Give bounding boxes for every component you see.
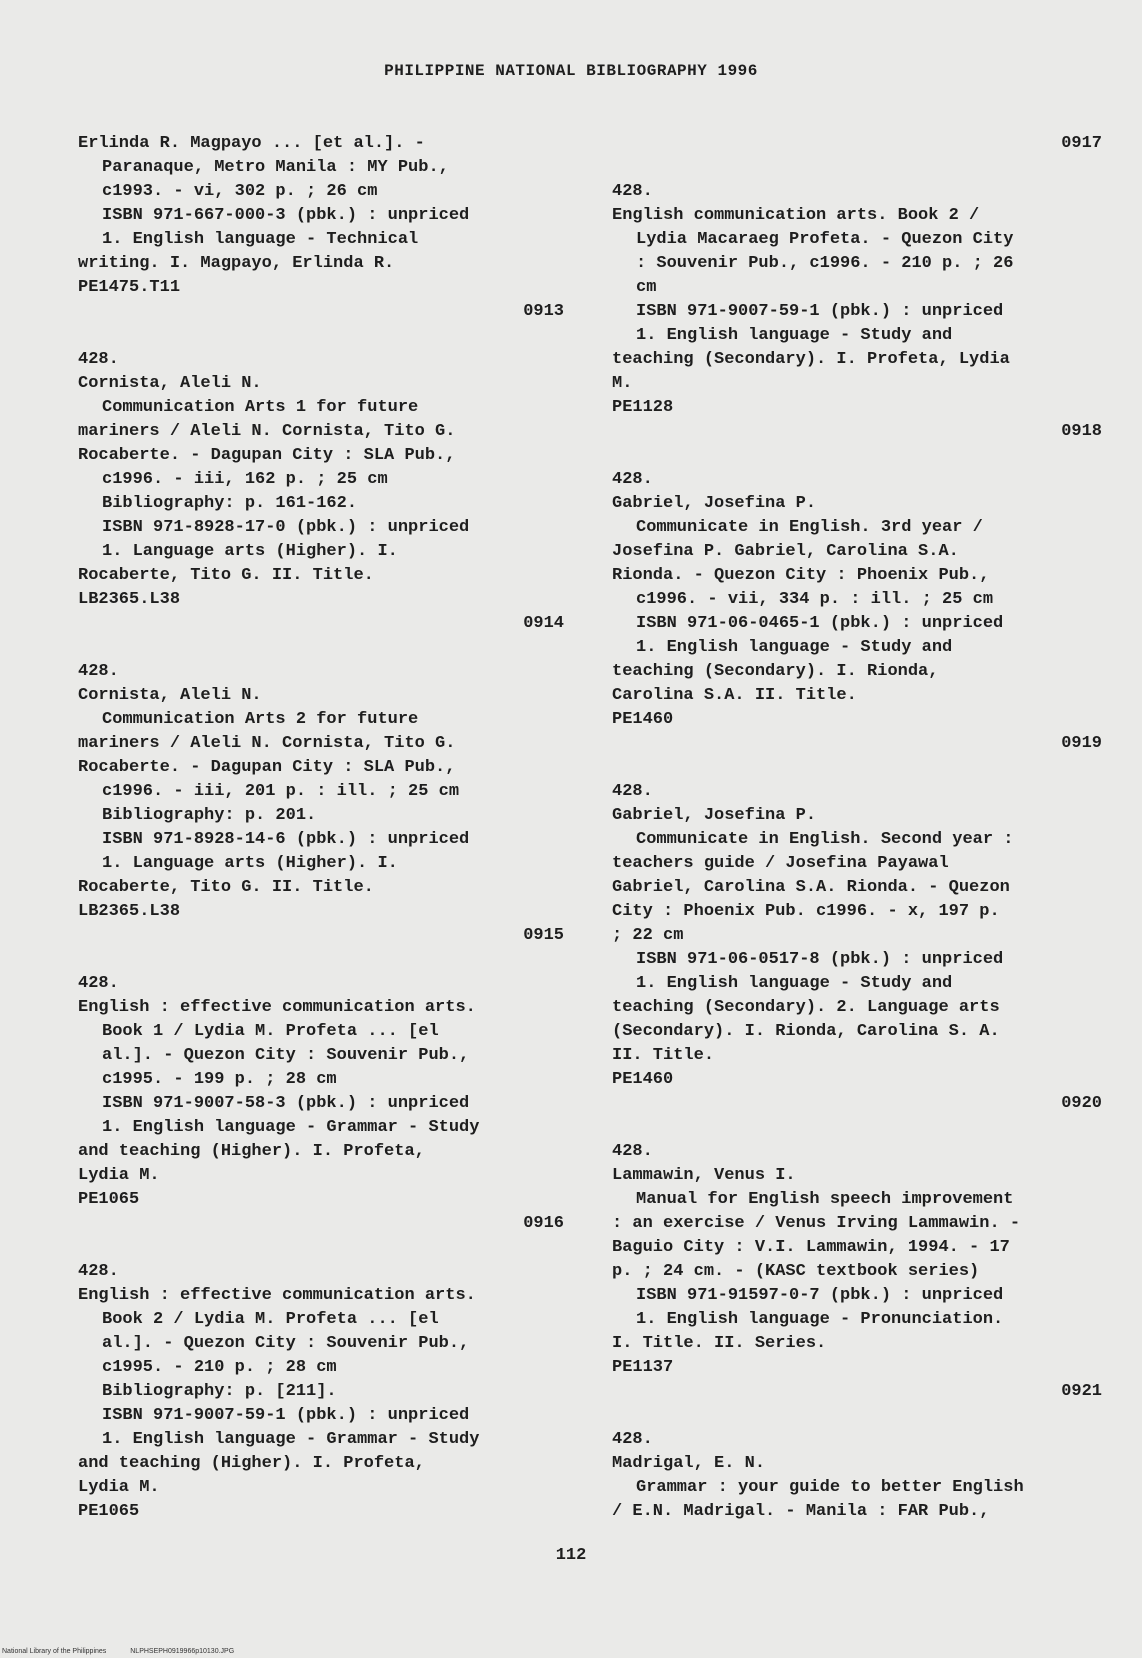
entry-line: Communication Arts 2 for future [102,710,419,729]
entry-line: Carolina S.A. II. Title. [612,686,857,705]
bibliography-entry [612,1380,1102,1524]
entry-line: ISBN 971-9007-58-3 (pbk.) : unpriced [102,1094,470,1113]
entry-line: (Secondary). I. Rionda, Carolina S. A. [612,1022,1000,1041]
entry-line: PE1065 [78,1502,140,1521]
entry-line: and teaching (Higher). I. Profeta, [78,1454,425,1473]
entry-line: 1. English language - Technical [102,230,419,249]
entry-line: teaching (Secondary). I. Rionda, [612,662,939,681]
entry-line: Gabriel, Josefina P. [612,494,817,513]
entry-line: Josefina P. Gabriel, Carolina S.A. [612,542,959,561]
entry-classification: 428. [78,1262,119,1281]
entry-line: c1995. - 210 p. ; 28 cm [102,1358,337,1377]
entry-classification: 428. [612,470,653,489]
entry-line: al.]. - Quezon City : Souvenir Pub., [102,1334,470,1353]
entry-classification: 428. [612,1142,653,1161]
bibliography-entry [78,300,564,612]
entry-line: ; 22 cm [612,926,684,945]
entry-line: PE1128 [612,398,674,417]
entry-line: 1. English language - Pronunciation. [636,1310,1004,1329]
entry-line: ISBN 971-06-0465-1 (pbk.) : unpriced [636,614,1004,633]
entry-line: ISBN 971-91597-0-7 (pbk.) : unpriced [636,1286,1004,1305]
entry-line: al.]. - Quezon City : Souvenir Pub., [102,1046,470,1065]
entry-line: City : Phoenix Pub. c1996. - x, 197 p. [612,902,1000,921]
entry-classification: 428. [612,1430,653,1449]
entry-line: Book 1 / Lydia M. Profeta ... [el [102,1022,439,1041]
entry-line: mariners / Aleli N. Cornista, Tito G. [78,734,456,753]
entry-line: Manual for English speech improvement [636,1190,1014,1209]
entry-line: 1. English language - Study and [636,326,953,345]
entry-line: LB2365.L38 [78,590,181,609]
entry-line: and teaching (Higher). I. Profeta, [78,1142,425,1161]
entry-line: II. Title. [612,1046,715,1065]
entry-line: Baguio City : V.I. Lammawin, 1994. - 17 [612,1238,1010,1257]
entry-line: Cornista, Aleli N. [78,374,262,393]
entry-line: ISBN 971-8928-14-6 (pbk.) : unpriced [102,830,470,849]
entry-line: 1. Language arts (Higher). I. [102,542,398,561]
entry-line: Bibliography: p. 161-162. [102,494,358,513]
entry-classification: 428. [612,782,653,801]
entry-line: teaching (Secondary). 2. Language arts [612,998,1000,1017]
entry-line: Rocaberte. - Dagupan City : SLA Pub., [78,446,456,465]
entry-number: 0913 [523,302,564,321]
entry-line: c1995. - 199 p. ; 28 cm [102,1070,337,1089]
entry-line: 1. English language - Grammar - Study [102,1430,480,1449]
entry-line: writing. I. Magpayo, Erlinda R. [78,254,395,273]
entry-line: c1996. - vii, 334 p. : ill. ; 25 cm [636,590,994,609]
entry-line: c1993. - vi, 302 p. ; 26 cm [102,182,378,201]
entry-line: 1. English language - Study and [636,638,953,657]
entry-line: Lydia M. [78,1478,160,1497]
entry-number: 0916 [523,1214,564,1233]
entry-line: / E.N. Madrigal. - Manila : FAR Pub., [612,1502,990,1521]
entry-line: Book 2 / Lydia M. Profeta ... [el [102,1310,439,1329]
entry-line: teachers guide / Josefina Payawal [612,854,949,873]
entry-line: Rocaberte, Tito G. II. Title. [78,878,374,897]
bibliography-entry [612,1092,1102,1380]
scan-credit [2,1648,256,1655]
bibliography-entry [78,612,564,924]
credit-filename: NLPHSEPH0919966p10130.JPG [130,1648,235,1655]
entry-line: LB2365.L38 [78,902,181,921]
entry-line: Erlinda R. Magpayo ... [et al.]. - [78,134,425,153]
entry-line: Communicate in English. Second year : [636,830,1014,849]
bibliography-entry [612,132,1102,420]
bibliography-entry [612,732,1102,1092]
credit-library: National Library of the Philippines [2,1648,107,1655]
entry-classification: 428. [78,974,119,993]
entry-line: English : effective communication arts. [78,1286,476,1305]
entry-line: ISBN 971-9007-59-1 (pbk.) : unpriced [102,1406,470,1425]
entry-classification: 428. [612,182,653,201]
entry-line: PE1460 [612,710,674,729]
page-title: PHILIPPINE NATIONAL BIBLIOGRAPHY 1996 [384,62,758,80]
entry-number: 0921 [1061,1382,1102,1401]
entry-line: PE1460 [612,1070,674,1089]
entry-line: Rocaberte, Tito G. II. Title. [78,566,374,585]
entry-line: English : effective communication arts. [78,998,476,1017]
entry-number: 0919 [1061,734,1102,753]
entry-line: teaching (Secondary). I. Profeta, Lydia [612,350,1010,369]
entry-line: p. ; 24 cm. - (KASC textbook series) [612,1262,980,1281]
entry-line: Lydia M. [78,1166,160,1185]
entry-line: c1996. - iii, 162 p. ; 25 cm [102,470,388,489]
entry-number: 0918 [1061,422,1102,441]
page-number: 112 [555,1546,587,1565]
left-column [78,132,564,1524]
entry-line: ISBN 971-9007-59-1 (pbk.) : unpriced [636,302,1004,321]
entry-line: : Souvenir Pub., c1996. - 210 p. ; 26 [636,254,1014,273]
entry-classification: 428. [78,662,119,681]
entry-line: ISBN 971-8928-17-0 (pbk.) : unpriced [102,518,470,537]
entry-line: M. [612,374,633,393]
continued-entry [78,132,564,300]
entry-line: Bibliography: p. 201. [102,806,317,825]
entry-line: : an exercise / Venus Irving Lammawin. - [612,1214,1021,1233]
entry-line: Gabriel, Josefina P. [612,806,817,825]
entry-line: mariners / Aleli N. Cornista, Tito G. [78,422,456,441]
entry-line: PE1137 [612,1358,674,1377]
entry-line: I. Title. II. Series. [612,1334,827,1353]
bibliography-entry [78,1212,564,1524]
entry-line: 1. Language arts (Higher). I. [102,854,398,873]
entry-line: Communication Arts 1 for future [102,398,419,417]
entry-number: 0917 [1061,134,1102,153]
entry-line: ISBN 971-06-0517-8 (pbk.) : unpriced [636,950,1004,969]
entry-line: 1. English language - Study and [636,974,953,993]
entry-line: ISBN 971-667-000-3 (pbk.) : unpriced [102,206,470,225]
entry-line: Grammar : your guide to better English [636,1478,1024,1497]
entry-line: c1996. - iii, 201 p. : ill. ; 25 cm [102,782,460,801]
entry-line: Bibliography: p. [211]. [102,1382,337,1401]
entry-number: 0914 [523,614,564,633]
entry-line: Paranaque, Metro Manila : MY Pub., [102,158,449,177]
entry-line: Madrigal, E. N. [612,1454,766,1473]
entry-line: PE1065 [78,1190,140,1209]
entry-line: Gabriel, Carolina S.A. Rionda. - Quezon [612,878,1010,897]
bibliography-entry [78,924,564,1212]
bibliography-entry [612,420,1102,732]
entry-line: cm [636,278,657,297]
entry-classification: 428. [78,350,119,369]
entry-line: Lydia Macaraeg Profeta. - Quezon City [636,230,1014,249]
entry-line: PE1475.T11 [78,278,181,297]
entry-number: 0915 [523,926,564,945]
right-column [612,132,1102,1524]
entry-line: Rocaberte. - Dagupan City : SLA Pub., [78,758,456,777]
entry-line: Lammawin, Venus I. [612,1166,796,1185]
entry-line: Rionda. - Quezon City : Phoenix Pub., [612,566,990,585]
entry-line: 1. English language - Grammar - Study [102,1118,480,1137]
entry-line: English communication arts. Book 2 / [612,206,980,225]
entry-number: 0920 [1061,1094,1102,1113]
entry-line: Communicate in English. 3rd year / [636,518,983,537]
entry-line: Cornista, Aleli N. [78,686,262,705]
